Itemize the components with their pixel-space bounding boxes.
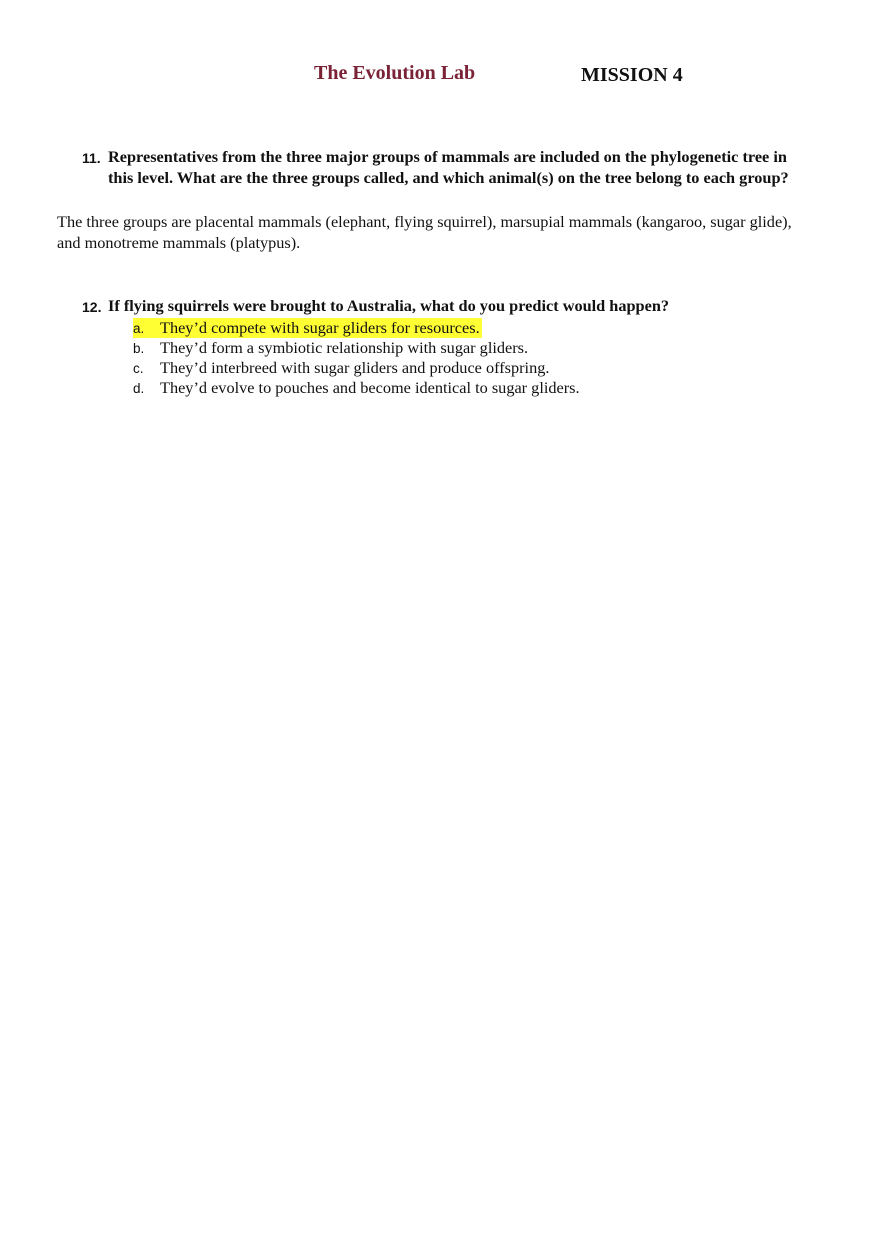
option-b [133, 338, 580, 358]
question-12-text: If flying squirrels were brought to Australia, what do you predict would happen? [108, 296, 670, 315]
question-11-answer: The three groups are placental mammals (elephant, flying squirrel), marsupial mammals (kangaroo, sugar glide), and monotreme mammals (platypus). [57, 212, 792, 252]
option-text: They’d compete with sugar gliders for resources. [160, 318, 480, 337]
option-a [133, 318, 482, 338]
option-a-row [133, 318, 580, 338]
option-text: They’d interbreed with sugar gliders and produce offspring. [160, 358, 550, 377]
option-c [133, 358, 580, 378]
option-letter: b. [133, 341, 145, 356]
question-12-options [133, 318, 580, 398]
option-text: They’d evolve to pouches and become identical to sugar gliders. [160, 378, 580, 397]
question-11-text: Representatives from the three major groups of mammals are included on the phylogenetic tree in this level. What are the three groups called, and which animal(s) on the tree belong to each group? [108, 147, 789, 187]
option-letter: c. [133, 361, 144, 376]
option-letter: d. [133, 381, 145, 396]
option-text: They’d form a symbiotic relationship with sugar gliders. [160, 338, 529, 357]
question-number: 12. [82, 299, 102, 315]
option-d [133, 378, 580, 398]
mission-label: MISSION 4 [581, 64, 683, 86]
document-title: The Evolution Lab [314, 62, 476, 84]
question-number: 11. [82, 150, 101, 166]
option-letter: a. [133, 321, 145, 336]
